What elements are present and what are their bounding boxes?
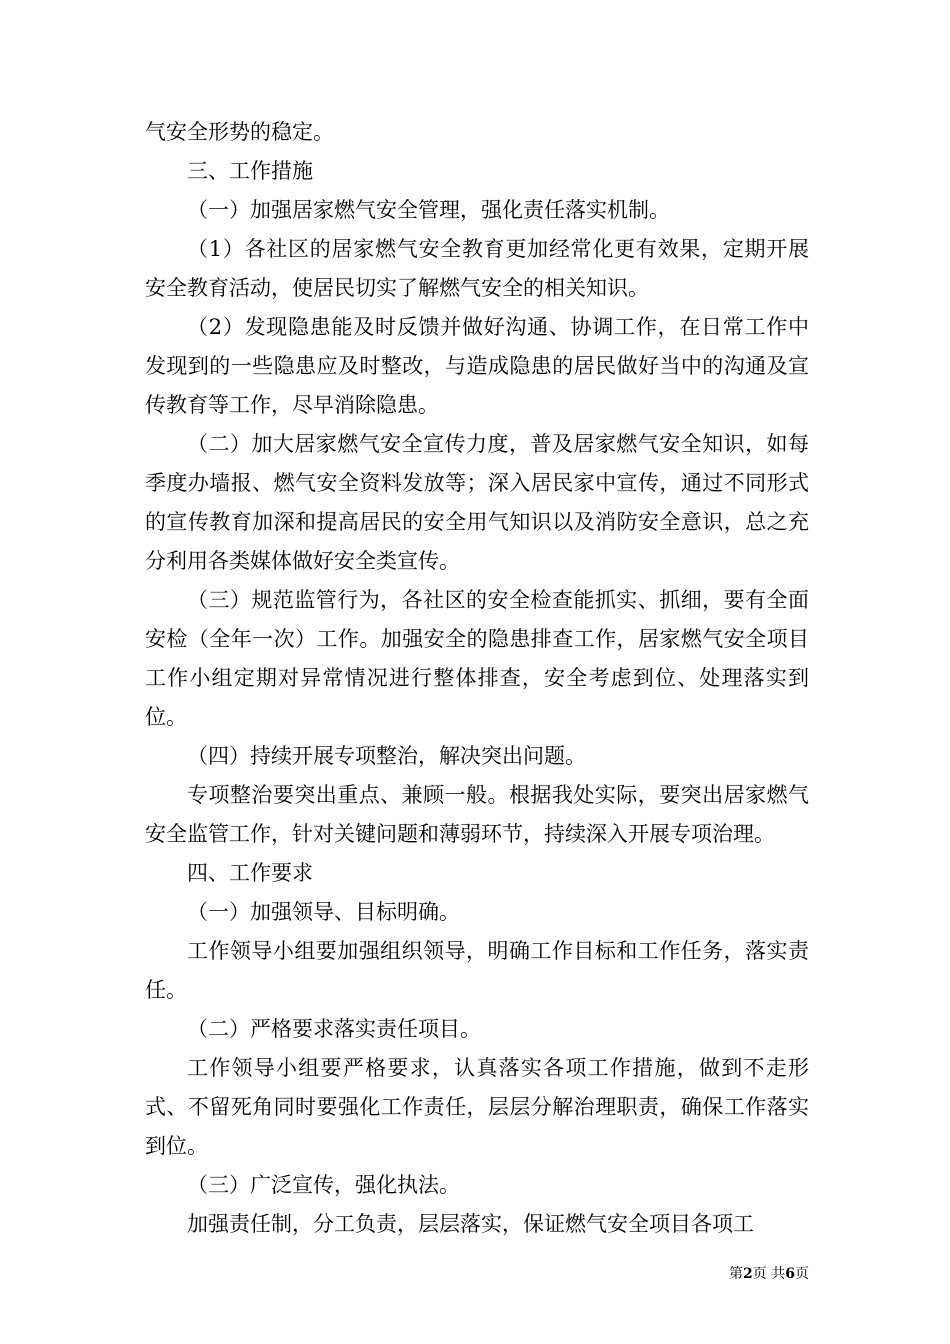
paragraph-3-3: （三）规范监管行为，各社区的安全检查能抓实、抓细，要有全面安检（全年一次）工作。加强安全的隐患排查工作，居家燃气安全项目工作小组定期对异常情况进行整体排查，安全考虑到位、处理落实到位。 [145, 588, 809, 729]
footer-prefix: 第 [729, 1266, 744, 1282]
paragraph-4-3-body: 加强责任制，分工负责，层层落实，保证燃气安全项目各项工 [187, 1212, 754, 1236]
subheading-4-1: （一）加强领导、目标明确。 [187, 900, 460, 924]
paragraph-4-2-body: 工作领导小组要严格要求，认真落实各项工作措施，做到不走形式、不留死角同时要强化工作责任，层层分解治理职责，确保工作落实到位。 [145, 1056, 809, 1158]
footer-current-page: 2 [743, 1266, 753, 1282]
footer-total-pages: 6 [785, 1266, 795, 1282]
paragraph-3-4-body: 专项整治要突出重点、兼顾一般。根据我处实际，要突出居家燃气安全监管工作，针对关键问题和薄弱环节，持续深入开展专项治理。 [145, 783, 809, 846]
footer-suffix: 页 [795, 1266, 809, 1282]
paragraph-4-1-body: 工作领导小组要加强组织领导，明确工作目标和工作任务，落实责任。 [145, 939, 809, 1002]
subheading-4-3: （三）广泛宣传，强化执法。 [187, 1173, 460, 1197]
paragraph-item-1: （1）各社区的居家燃气安全教育更加经常化更有效果，定期开展安全教育活动，使居民切实了解燃气安全的相关知识。 [145, 237, 809, 300]
footer-middle: 页 共 [752, 1266, 786, 1282]
subheading-4-2: （二）严格要求落实责任项目。 [187, 1017, 481, 1041]
section-heading-4: 四、工作要求 [187, 861, 313, 885]
subheading-3-1: （一）加强居家燃气安全管理，强化责任落实机制。 [187, 198, 670, 222]
paragraph-item-2: （2）发现隐患能及时反馈并做好沟通、协调工作，在日常工作中发现到的一些隐患应及时整改，与造成隐患的居民做好当中的沟通及宣传教育等工作，尽早消除隐患。 [145, 315, 809, 417]
page-number-footer [729, 1265, 809, 1283]
subheading-3-4: （四）持续开展专项整治，解决突出问题。 [187, 744, 586, 768]
document-body [145, 113, 809, 1244]
paragraph-1: 气安全形势的稳定。 [145, 120, 334, 144]
section-heading-3: 三、工作措施 [187, 159, 313, 183]
paragraph-3-2: （二）加大居家燃气安全宣传力度，普及居家燃气安全知识，如每季度办墙报、燃气安全资料发放等；深入居民家中宣传，通过不同形式的宣传教育加深和提高居民的安全用气知识以及消防安全意识，总之充分利用各类媒体做好安全类宣传。 [145, 432, 809, 573]
